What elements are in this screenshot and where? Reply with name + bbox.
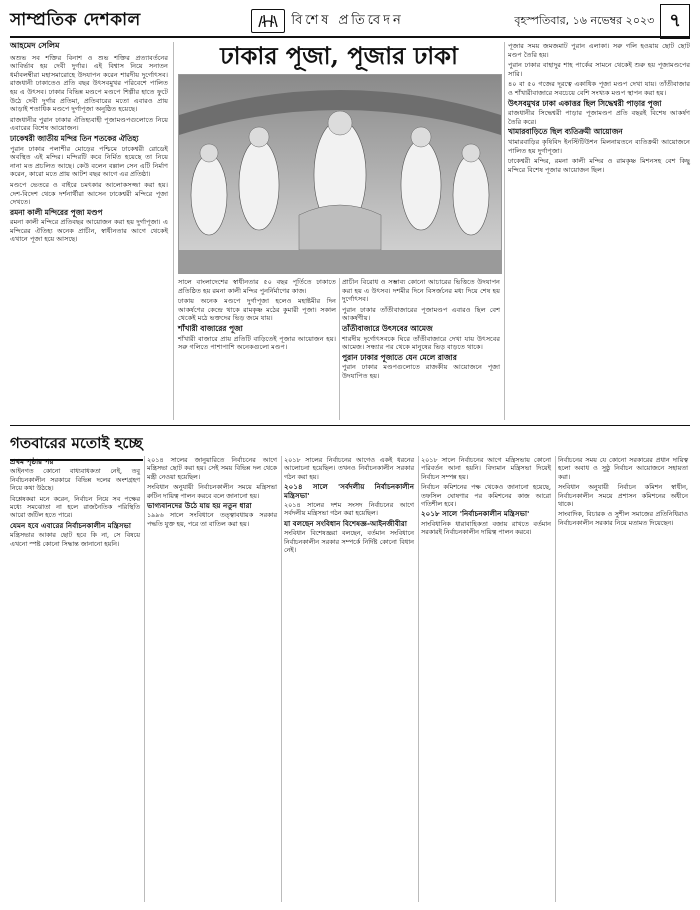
paragraph: প্রাচীন বিরোধ ও সম্ভাব্য কোনো আচারের ভিত্তিতে উদযাপন করা হয় এ উৎসব। দশমীর দিনে বিসর্জনের মধ্য দিয়ে শেষ হয় দুর্গোৎসব। [342, 278, 500, 304]
section-title: বিশেষ প্রতিবেদন [291, 12, 404, 28]
paragraph: রাজধানীর সিদ্ধেশ্বরী পাড়ার পূজামণ্ডপ প্রতি বছরই বিশেষ আকর্ষণ তৈরি করে। [508, 109, 690, 126]
paragraph: ২০১৪ সালের জানুয়ারিতে নির্বাচনের আগে মন্ত্রিসভা ছোট করা হয়। সেই সময় বিভিন্ন দল থেকে মন্ত্রী নেওয়া হয়েছিল। [147, 456, 277, 481]
paragraph: পুরান ঢাকার বাহাদুর শাহ পার্কের সামনে থেকেই শুরু হয় পূজামণ্ডপের সারি। [508, 61, 690, 78]
subheading: ২০১৮ সালে 'নির্বাচনকালীন মন্ত্রিসভা' [421, 509, 530, 519]
column-divider [504, 42, 505, 420]
story-column-4 [421, 456, 551, 539]
section-header [251, 9, 403, 33]
paragraph: মণ্ডপে ভেতরে ও বাইরে চমৎকার আলোকসজ্জা করা হয়। দেশ-বিদেশ থেকে দর্শনার্থীরা আসেন ঢাকেশ্বরী মন্দিরে পূজা দেখতে। [10, 180, 168, 207]
paragraph: অশুভ সব শক্তির বিনাশ ও শুভ শক্তির প্রত্যাবর্তনের আবির্ভাব হয় দেবী দুর্গার। এই বিশ্বাস নিয়ে সনাতন ধর্মাবলম্বীরা মহাসমারোহে উদযাপন করেন শারদীয় দুর্গোৎসব। রাজধানী ঢাকাতেও প্রতি বছর উৎসবমুখর পরিবেশে পালিত হয় এ উৎসব। ঢাকার বিভিন্ন মণ্ডপে মণ্ডপে শিল্পীর হাতে ফুটে উঠে দেবী দুর্গার প্রতিমা, প্রতিবারের মতো এবারও প্রায় আড়াই শতাধিক মণ্ডপে দুর্গাপূজা অনুষ্ঠিত হয়েছে। [10, 53, 168, 114]
subheading: ২০১৪ সালে 'সর্বদলীয় নির্বাচনকালীন মন্ত্রিসভা' [284, 482, 414, 500]
secondary-headline: গতবারের মতোই হচ্ছে [10, 432, 143, 461]
secondary-story [10, 456, 690, 904]
story-column-1 [10, 42, 168, 246]
paragraph: নির্বাচনের সময় যে কোনো সরকারের প্রধান দায়িত্ব হলো অবাধ ও সুষ্ঠু নির্বাচন আয়োজনে সহায়তা করা। [558, 456, 688, 481]
paragraph: সাংবিধানিক ধারাবাহিকতা বজায় রাখতে বর্তমান সরকারই নির্বাচনকালীন দায়িত্ব পালন করবে। [421, 519, 551, 537]
paragraph: মন্ত্রিসভার আকার ছোট হবে কি না, সে বিষয়ে এখনো স্পষ্ট কোনো সিদ্ধান্ত জানানো হয়নি। [10, 531, 140, 548]
byline: আহমেদ সেলিম [10, 41, 60, 50]
paragraph: পুরান ঢাকার মণ্ডপগুলোতে রাজকীয় আয়োজনে পূজা উদযাপিত হয়। [342, 363, 500, 380]
column-divider [339, 278, 340, 420]
paragraph: রমনা কালী মন্দিরে প্রতিবছর আয়োজন করা হয় দুর্গাপূজা। এ মন্দিরের ঐতিহ্য অনেক প্রাচীন, স্বাধীনতার আগে থেকেই এখানে পূজা হয়ে আসছে। [10, 218, 168, 244]
subheading: তাঁতীবাজারে উৎসবের আমেজ [342, 323, 433, 333]
subheading: যেমন হবে এবারের নির্বাচনকালীন মন্ত্রিসভা [10, 520, 131, 530]
paragraph: সাংবাদিক, বিচারক ও সুশীল সমাজের প্রতিনিধিরাও নির্বাচনকালীন সরকার নিয়ে মতামত দিয়েছেন। [558, 510, 688, 527]
paragraph: ঢাকায় অনেক মণ্ডপে দুর্গাপূজা হলেও মহাষ্টমীর দিন আকর্ষণের কেন্দ্রে থাকে রামকৃষ্ণ মঠের কুমারী পূজা। সকাল থেকেই মঠে ভক্তদের ভিড় জমে যায়। [178, 297, 336, 323]
column-divider [281, 456, 282, 902]
paragraph: সংবিধান অনুযায়ী নির্বাচন কমিশন স্বাধীন, নির্বাচনকালীন সময়ে প্রশাসন কমিশনের অধীনে থাকে। [558, 483, 688, 509]
column-divider [173, 42, 174, 420]
subheading: যা বলছেন সংবিধান বিশেষজ্ঞ-আইনজীবীরা [284, 518, 407, 528]
subheading: রমনা কালী মন্দিরের পূজা মণ্ডপ [10, 207, 103, 217]
subheading: প্রথম পৃষ্ঠার পর [10, 457, 54, 466]
subheading: উৎসবমুখর ঢাকা একাত্তর ছিল সিদ্ধেশ্বরী পাড়ার পূজা [508, 98, 662, 108]
durga-idols-photo [178, 74, 502, 274]
photo-illustration [179, 75, 501, 273]
paragraph: বিশ্লেষকরা মনে করেন, নির্বাচন নিয়ে সব পক্ষের মধ্যে সমঝোতা না হলে রাজনৈতিক পরিস্থিতি আরো জটিল হতে পারে। [10, 494, 140, 520]
story-column-4 [508, 42, 690, 176]
story-column-3 [284, 456, 414, 556]
main-story [10, 42, 690, 420]
paragraph: ঢাকেশ্বরী মন্দির, রমনা কালী মন্দির ও রামকৃষ্ণ মিশনসহ বেশ কিছু মন্দিরে বিশেষ পূজার আয়োজন ছিল। [508, 157, 690, 174]
column-divider [418, 456, 419, 902]
paragraph: রাজধানীর পুরান ঢাকার ঐতিহ্যবাহী পূজামণ্ডপগুলোতে নিয়ে এবারের বিশেষ আয়োজন। [10, 115, 168, 133]
paragraph: আইনগত কোনো বাধ্যবাধকতা নেই, তবু নির্বাচনকালীন সরকারে বিভিন্ন দলের অংশগ্রহণ নিয়ে কথা উঠছে। [10, 467, 140, 493]
story-column-1 [10, 456, 140, 550]
hands-logo-icon [251, 9, 285, 33]
paragraph: ২০১৮ সালে নির্বাচনের আগে মন্ত্রিসভায় কোনো পরিবর্তন আনা হয়নি। বিদ্যমান মন্ত্রিসভা দিয়েই নির্বাচন সম্পন্ন হয়। [421, 456, 551, 481]
paragraph: সংবিধান বিশেষজ্ঞরা বলছেন, বর্তমান সংবিধানে নির্বাচনকালীন সরকার সম্পর্কে নির্দিষ্ট কোনো বিধান নেই। [284, 529, 414, 555]
paragraph: ৪০ বা ৫০ গজের দূরত্বে একাধিক পূজা মণ্ডপ দেখা যায়। তাঁতীবাজার ও শাঁখারীবাজারে সবচেয়ে বেশি সংখ্যক মণ্ডপ স্থাপন করা হয়। [508, 80, 690, 97]
subheading: ভাগ্যবানদের উঠে যায় হয় নতুন ধারা [147, 501, 252, 511]
subheading: ঢাকেশ্বরী জাতীয় মন্দির তিন শতকের ঐতিহ্য [10, 133, 139, 143]
paragraph: ১৯৯৬ সালে সংবিধানে তত্ত্বাবধায়ক সরকার পদ্ধতি যুক্ত হয়, পরে তা বাতিল করা হয়। [147, 511, 277, 528]
paragraph: পূজার সময় জমজমাট পুরান এলাকা। সরু গলি হওয়ায় ছোট ছোট মণ্ডপ তৈরি হয়। [508, 42, 690, 59]
subheading: পুরান ঢাকার পূজাতে যেন মেলে রাজার [342, 352, 457, 362]
paragraph: পুরান ঢাকার পলাশীর মোড়ের পশ্চিমে ঢাকেশ্বরী রোডেই অবস্থিত এই মন্দির। মন্দিরটি কবে নির্মিত হয়েছে তা নিয়ে নানা মত প্রচলিত আছে। কেউ বলেন বল্লাল সেন এটি নির্মাণ করেন, কারো মতে প্রায় আটশ বছর আগে এর প্রতিষ্ঠা। [10, 144, 168, 179]
section-divider [10, 425, 690, 426]
subheading: শাঁখারী বাজারের পূজা [178, 323, 243, 333]
page-number: ৭ [660, 4, 690, 39]
subheading: খামারবাড়িতে ছিল ব্যতিক্রমী আয়োজন [508, 127, 623, 137]
paragraph: সালে বাংলাদেশের স্বাধীনতার ৫০ বছর পূর্তিতে ঢাকাতে প্রতিষ্ঠিত হয় রমনা কালী মন্দির পুনর্নির্মাণের কাজ। [178, 278, 336, 295]
paragraph: ২০১৮ সালের নির্বাচনের আগেও একই ধরনের আলোচনা হয়েছিল। তখনও নির্বাচনকালীন সরকার গঠন করা হয়। [284, 456, 414, 481]
paragraph: শাঁখারী বাজারে প্রায় প্রতিটি বাড়িতেই পূজার আয়োজন হয়। সরু গলিতে পাশাপাশি অনেকগুলো মণ্ডপ। [178, 334, 336, 352]
paragraph: শারদীয় দুর্গোৎসবকে ঘিরে তাঁতীবাজারে দেখা যায় উৎসবের আমেজ। সন্ধ্যার পর থেকে মানুষের ভিড় বাড়তে থাকে। [342, 334, 500, 352]
paragraph: ২০১৪ সালের দশম সংসদ নির্বাচনের আগে সর্বদলীয় মন্ত্রিসভা গঠন করা হয়েছিল। [284, 501, 414, 518]
issue-date: বৃহস্পতিবার, ১৬ নভেম্বর ২০২৩ [514, 13, 655, 27]
paragraph: সংবিধান অনুযায়ী নির্বাচনকালীন সময়ে মন্ত্রিসভা রুটিন দায়িত্ব পালন করবে বলে জানানো হয়। [147, 483, 277, 500]
column-divider [555, 456, 556, 902]
story-column-5 [558, 456, 688, 529]
date-and-page [514, 4, 690, 39]
masthead [10, 6, 690, 38]
story-headline: ঢাকার পূজা, পূজার ঢাকা [220, 41, 458, 70]
paragraph: খামারবাড়ির কৃষিবিদ ইনস্টিটিউশন মিলনায়তনে ব্যতিক্রমী আয়োজনে পালিত হয় দুর্গাপূজা। [508, 137, 690, 155]
story-column-2 [178, 278, 336, 354]
story-column-3 [342, 278, 500, 383]
paragraph: নির্বাচন কমিশনের পক্ষ থেকেও জানানো হয়েছে, তফসিল ঘোষণার পর কমিশনের কাজ আরো গতিশীল হবে। [421, 483, 551, 509]
story-column-2 [147, 456, 277, 530]
column-divider [144, 456, 145, 902]
paper-name: সাম্প্রতিক দেশকাল [10, 10, 141, 30]
paragraph: পুরান ঢাকার তাঁতীবাজারের পূজামণ্ডপ এবারও ছিল বেশ আকর্ষণীয়। [342, 305, 500, 323]
